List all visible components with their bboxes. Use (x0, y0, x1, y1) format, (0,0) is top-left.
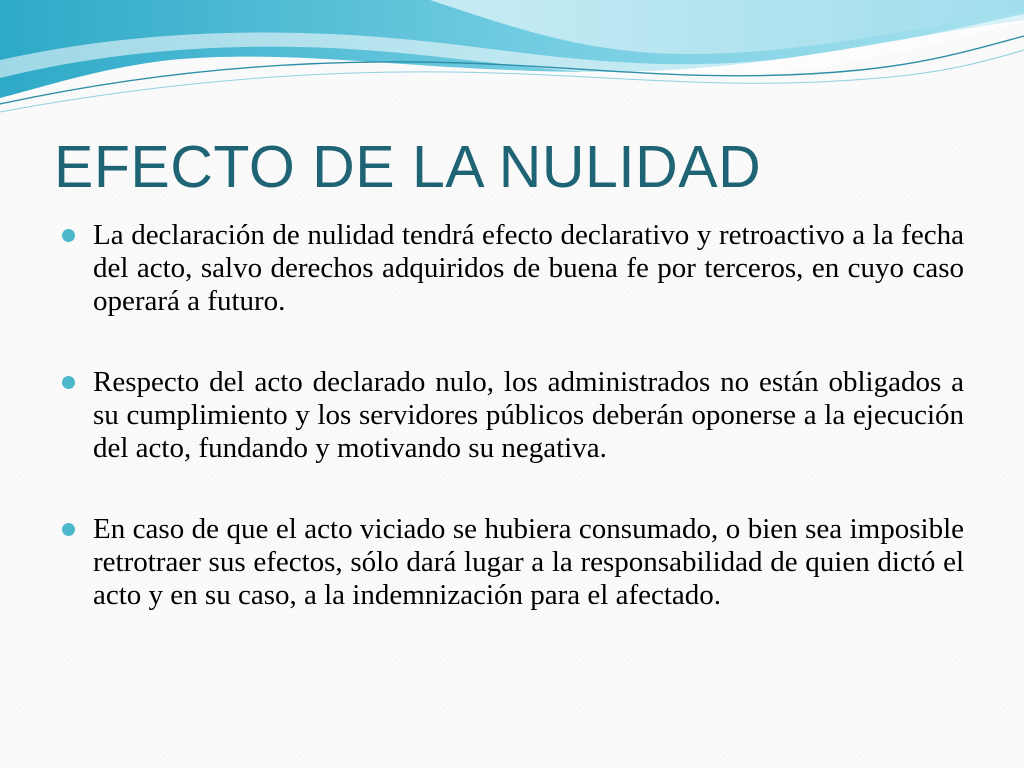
bullet-item (62, 219, 964, 318)
slide-title: EFECTO DE LA NULIDAD (54, 134, 762, 200)
filled-circle-bullet-icon (62, 229, 75, 242)
filled-circle-bullet-icon (62, 523, 75, 536)
wave-header-decoration (0, 0, 1024, 130)
bullet-text: La declaración de nulidad tendrá efecto declarativo y retroactivo a la fecha del acto, salvo derechos adquiridos de buena fe por terceros, en cuyo caso operará a futuro. (93, 219, 964, 317)
filled-circle-bullet-icon (62, 376, 75, 389)
bullet-text: En caso de que el acto viciado se hubiera consumado, o bien sea imposible retrotraer sus efectos, sólo dará lugar a la responsabilidad de quien dictó el acto y en su caso, a la indemnización para el afectado. (93, 513, 964, 611)
bullet-item (62, 366, 964, 465)
bullet-list (62, 219, 964, 612)
bullet-text: Respecto del acto declarado nulo, los administrados no están obligados a su cumplimiento y los servidores públicos deberán oponerse a la ejecución del acto, fundando y motivando su negativa. (93, 366, 964, 464)
bullet-item (62, 513, 964, 612)
